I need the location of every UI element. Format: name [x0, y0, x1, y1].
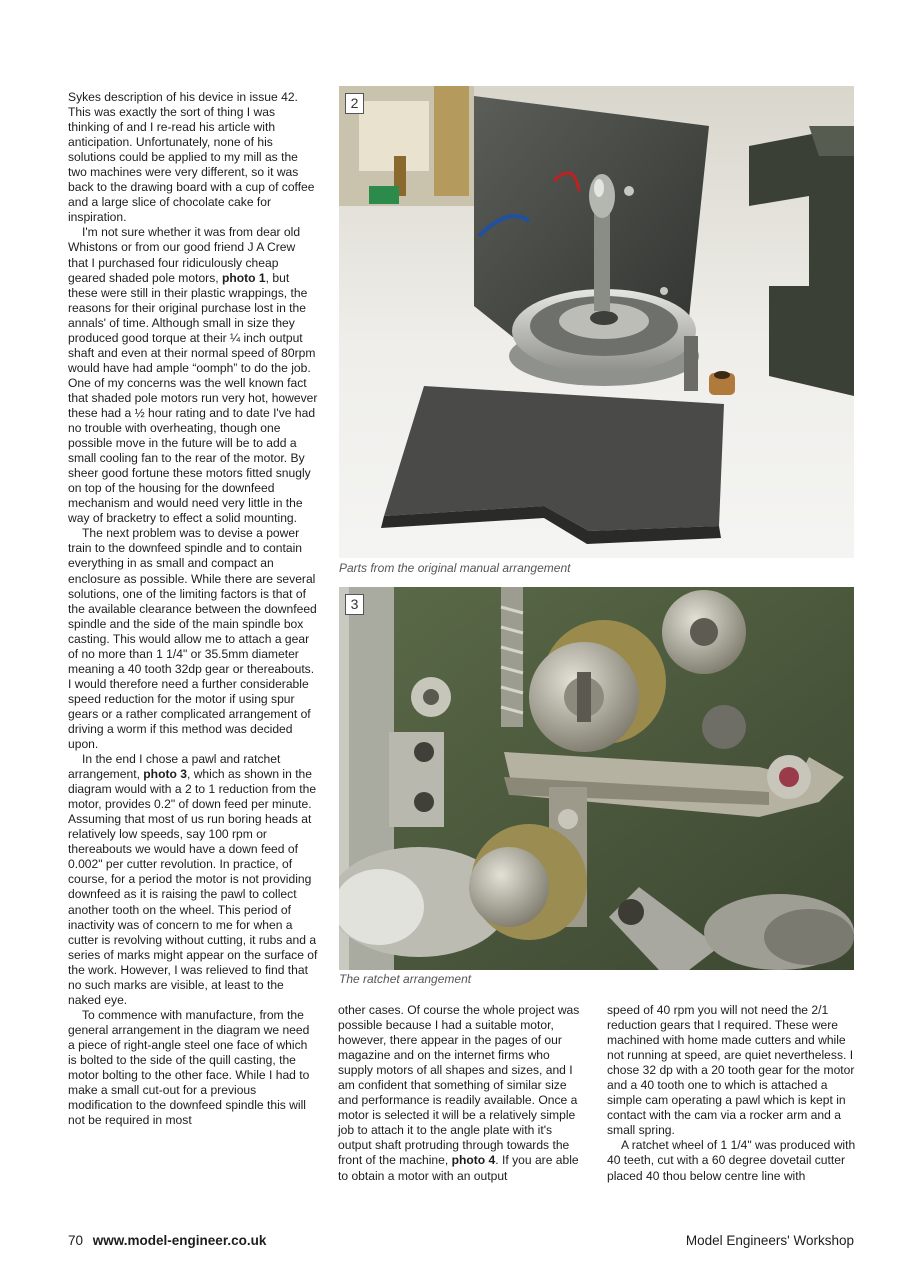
article-column-right — [607, 1003, 857, 1184]
article-paragraph — [607, 1138, 857, 1183]
paragraph-text: , which as shown in the diagram would with a 2 to 1 reduction from the motor, provides 0.2" of down feed per minute. Assuming that most of us run boring heads at relatively low speeds, say 100 rpm or thereabouts we would have a down feed of 0.002" per cutter revolution. In practice, of course, for a period the motor is not providing downfeed as it is raising the pawl to collect another tooth on the wheel. This period of inactivity was of concern to me for when a cutter is revolving without cutting, it rubs and a series of marks might appear on the surface of the work. However, I was relieved to find that no such marks are visible, at least to the naked eye. — [68, 767, 318, 1007]
paragraph-text: In the end I chose a pawl and ratchet arrangement, — [68, 752, 281, 782]
photo-caption: The ratchet arrangement — [339, 972, 472, 986]
photo-parts-manual-arrangement — [339, 86, 854, 558]
paragraph-text: A ratchet wheel of 1 1/4" was produced with 40 teeth, cut with a 60 degree dovetail cutter placed 40 thou below centre line with — [607, 1138, 856, 1183]
article-paragraph — [338, 1003, 583, 1184]
article-paragraph — [68, 90, 318, 225]
paragraph-text: , but these were still in their plastic wrappings, the reasons for their original purchase lost in the annals' of time. Although small in size they produced good torque at their ¼ inch output shaft and even at their normal speed of 80rpm would have had ample “oomph” to do the job. One of my concerns was the well known fact that shaded pole motors run very hot, however these had a ½ hour rating and to date I've had no trouble with overheating, though one possible move in the future will be to add a small cooling fan to the rear of the motor. By sheer good fortune these motors fitted snugly on top of the housing for the downfeed mechanism and would need very little in the way of bracketry to effect a solid mounting. — [68, 270, 318, 526]
paragraph-text: To commence with manufacture, from the general arrangement in the diagram we need a piece of right-angle steel one face of which is bolted to the side of the quill casting, the motor bolting to the other face. While I had to make a small cut-out for a previous modification to the downfeed spindle this will not be required in most — [68, 1007, 310, 1128]
photo-3-image — [339, 587, 854, 970]
paragraph-text: I'm not sure whether it was from dear old Whistons or from our good friend J A Crew that I purchased four ridiculously cheap geared shaded pole motors, — [68, 225, 301, 285]
website-link[interactable]: www.model-engineer.co.uk — [92, 1233, 267, 1248]
article-column-middle — [338, 1003, 583, 1184]
article-paragraph — [68, 526, 318, 752]
article-column-left — [68, 90, 318, 1128]
photo-caption: Parts from the original manual arrangement — [339, 561, 571, 575]
photo-reference: photo 4 — [451, 1153, 496, 1168]
article-paragraph — [68, 225, 318, 526]
photo-ratchet-arrangement — [339, 587, 854, 970]
footer-left — [68, 1233, 266, 1248]
article-paragraph — [68, 752, 318, 1008]
photo-2-image — [339, 86, 854, 558]
paragraph-text: speed of 40 rpm you will not need the 2/1 reduction gears that I required. These were machined with home made cutters and while not running at speed, are quiet nevertheless. I chose 32 dp with a 20 tooth gear for the motor and a 40 tooth one to which is attached a simple cam operating a pawl which is kept in contact with the cam via a rocker arm and a small spring. — [607, 1003, 855, 1138]
paragraph-text: other cases. Of course the whole project was possible because I had a suitable motor, however, there appear in the pages of our magazine and on the internet firms who supply motors of all shapes and sizes, and I am confident that something of similar size and performance is readily available. Once a motor is selected it will be a relatively simple job to attach it to the angle plate with it's output shaft protruding through towards the front of the machine, — [338, 1003, 580, 1168]
magazine-title: Model Engineers' Workshop — [685, 1233, 854, 1248]
paragraph-text: The next problem was to devise a power train to the downfeed spindle and to contain everything in as small and compact an enclosure as possible. While there are several solutions, one of the limiting factors is that of the available clearance between the downfeed spindle and the side of the main spindle box casting. This would allow me to attach a gear of no more than 1 1/4" or 35.5mm diameter meaning a 40 tooth 32dp gear or thereabouts. I would therefore need a further considerable speed reduction for the motor if using spur gears or a rather complicated arrangement of driving a worm if this method was decided upon. — [68, 526, 317, 752]
article-paragraph — [607, 1003, 857, 1138]
photo-number-badge: 2 — [345, 93, 364, 114]
page-number: 70 — [68, 1233, 84, 1248]
paragraph-text: Sykes description of his device in issue 42. This was exactly the sort of thing I was thinking of and I re-read his article with anticipation. Unfortunately, none of his solutions could be applied to my mill as the two machines were very different, so it was back to the drawing board with a cup of coffee and a large slice of chocolate cake for inspiration. — [68, 90, 315, 225]
photo-number-badge: 3 — [345, 594, 364, 615]
photo-reference: photo 3 — [143, 767, 187, 782]
photo-reference: photo 1 — [221, 270, 266, 285]
article-paragraph — [68, 1008, 318, 1128]
paragraph-text: . If you are able to obtain a motor with an output — [338, 1153, 579, 1183]
